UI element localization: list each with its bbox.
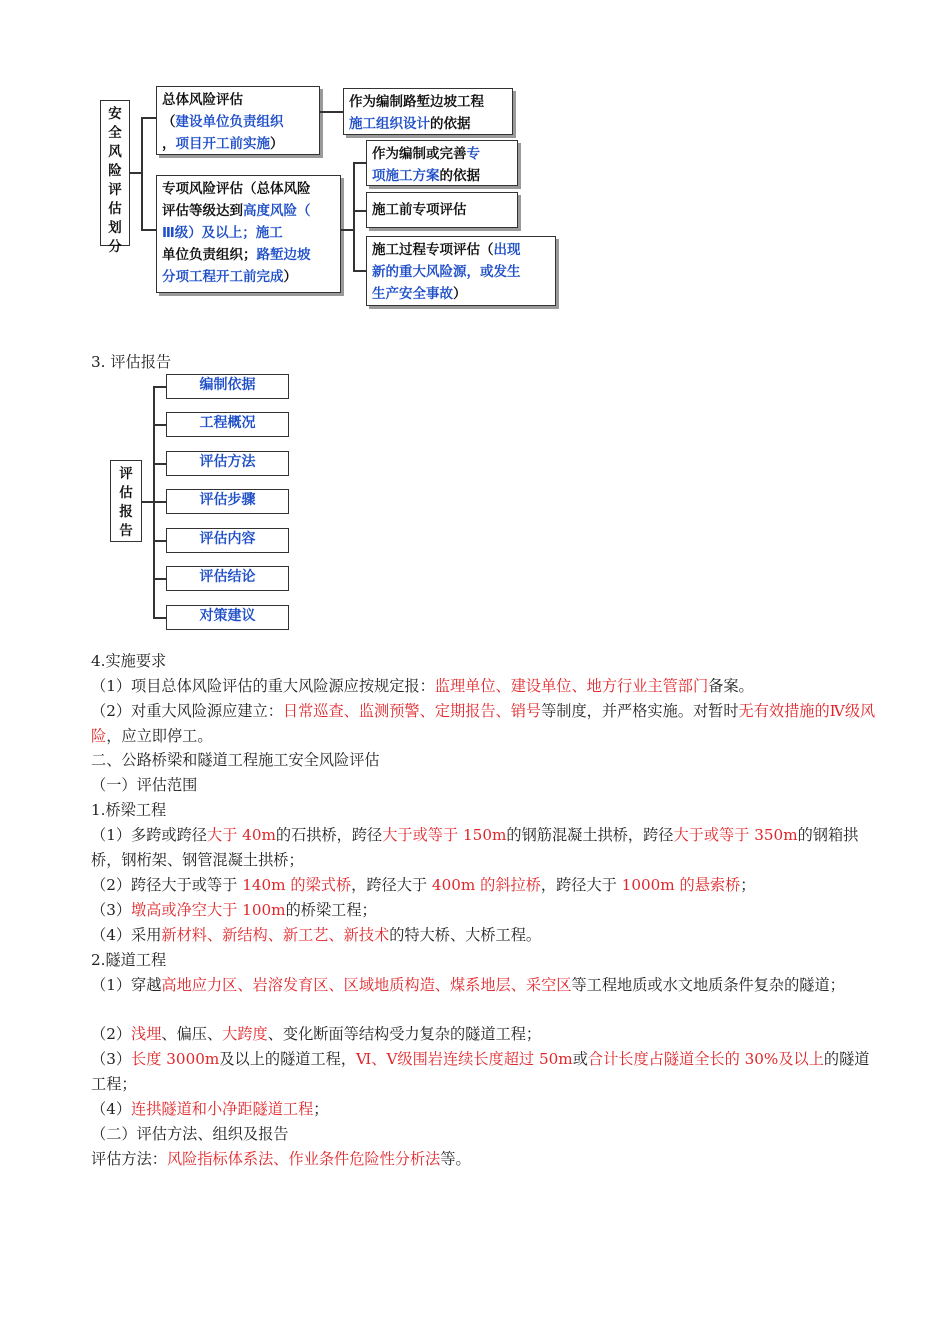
text-run: 的石拱桥，跨径 <box>275 826 383 844</box>
overall-risk-box <box>156 86 320 155</box>
text-run: 等制度，并严格实施。对暂时 <box>541 702 739 720</box>
text-run: 备案。 <box>708 677 754 695</box>
diagram2-root-box <box>110 460 142 542</box>
sub3-line3 <box>372 283 550 305</box>
tunnel-item-3 <box>91 1047 881 1097</box>
text-run: 的钢箱拱桥，钢桁架、钢管混凝土拱桥； <box>91 826 859 869</box>
report-item-suggestions: 对策建议 <box>166 605 289 630</box>
sub2-text: 施工前专项评估 <box>372 202 467 218</box>
text-run: ； <box>313 1100 329 1118</box>
special-text: ） <box>283 269 297 285</box>
sub3-line1 <box>372 239 550 261</box>
comma: ， <box>162 136 176 152</box>
report-item-conclusion: 评估结论 <box>166 566 289 591</box>
root-char: 险 <box>108 163 122 179</box>
text-run: （1）穿越 <box>91 976 162 994</box>
root-char: 全 <box>108 125 122 141</box>
report-item-basis: 编制依据 <box>166 374 289 399</box>
sub1-line1 <box>372 143 512 165</box>
bridge-item-4 <box>91 923 891 948</box>
connector <box>153 617 166 619</box>
highlight: Ⅵ、Ⅴ级围岩连续长度超过 50m <box>356 1050 573 1068</box>
section-4-heading: 4.实施要求 <box>91 652 167 670</box>
sub-text: 施工过程专项评估（ <box>372 242 494 258</box>
report-item-method: 评估方法 <box>166 451 289 476</box>
sub3-line2: 新的重大风险源，或发生 <box>372 264 521 280</box>
special-line4 <box>162 244 335 266</box>
text-run: ，应立即停工。 <box>106 726 213 745</box>
highlight: 浅埋 <box>131 1025 162 1043</box>
sub-text: 作为编制或完善 <box>372 146 467 162</box>
section-3-heading: 3. 评估报告 <box>91 353 172 371</box>
report-item-overview: 工程概况 <box>166 412 289 437</box>
text-run: （3） <box>91 901 132 919</box>
highlight: 400m 的斜拉桥 <box>431 876 541 894</box>
text-run: 的隧道工程； <box>91 1050 870 1093</box>
paren: ） <box>270 136 284 152</box>
special-blue: 高度风险（ <box>243 203 311 219</box>
text-run: （4）采用 <box>91 926 162 944</box>
bridge-item-2 <box>91 873 891 898</box>
connector <box>141 229 156 231</box>
special-text: 评估等级达到 <box>162 203 243 219</box>
text-run: 、偏压、 <box>161 1025 223 1043</box>
highlight: 风险指标体系法、作业条件危险性分析法 <box>166 1150 441 1168</box>
special-text: 单位负责组织； <box>162 247 257 263</box>
special-line2 <box>162 200 335 222</box>
special-line5 <box>162 266 335 288</box>
root-char: 安 <box>108 106 122 122</box>
text-run: 等。 <box>440 1150 471 1168</box>
special-blue: 路堑边坡 <box>256 247 311 263</box>
diagram1-root-box <box>100 100 130 255</box>
overall-line3 <box>162 133 314 155</box>
result-line1: 作为编制路堑边坡工程 <box>349 94 484 110</box>
overall-result-box <box>343 88 513 135</box>
root-char: 评 <box>119 466 133 482</box>
sub-text: ） <box>453 286 467 302</box>
report-item-content: 评估内容 <box>166 528 289 553</box>
connector <box>353 162 366 164</box>
result-blue: 施工组织设计 <box>349 116 430 132</box>
connector <box>141 117 156 119</box>
connector <box>153 386 166 388</box>
root-char: 估 <box>108 201 122 217</box>
text-run: 或 <box>572 1050 588 1068</box>
highlight: 140m 的梁式桥 <box>242 876 352 894</box>
highlight: 大于或等于 150m <box>382 826 507 844</box>
text-run: （3） <box>91 1050 132 1068</box>
root-char: 分 <box>108 239 122 255</box>
special-blue: 分项工程开工前完成 <box>162 269 284 285</box>
text-run: 的桥梁工程； <box>285 901 377 919</box>
special-sub-box-2 <box>366 192 518 228</box>
connector <box>153 463 166 465</box>
text-run: （2）对重大风险源应建立： <box>91 702 283 720</box>
text-run: 、变化断面等结构受力复杂的隧道工程； <box>267 1025 542 1043</box>
subsection-2-heading: （二）评估方法、组织及报告 <box>91 1125 289 1143</box>
highlight: 连拱隧道和小净距隧道工程 <box>131 1100 314 1118</box>
bridge-heading: 1.桥梁工程 <box>91 801 167 819</box>
overall-line2 <box>162 111 314 133</box>
root-char: 风 <box>108 144 122 160</box>
connector <box>353 270 366 272</box>
special-line1: 专项风险评估（总体风险 <box>162 181 311 197</box>
special-line3: Ⅲ级）及以上；施工 <box>162 225 283 241</box>
highlight: 大于或等于 350m <box>673 826 798 844</box>
highlight: 大跨度 <box>222 1025 268 1043</box>
highlight: 无有效措施的Ⅳ级风险 <box>91 702 876 745</box>
text-run: （2） <box>91 1025 132 1043</box>
highlight: 大于 40m <box>206 826 276 844</box>
root-char: 评 <box>108 182 122 198</box>
highlight: 新材料、新结构、新工艺、新技术 <box>161 926 390 944</box>
text-run: 的钢筋混凝土拱桥，跨径 <box>506 826 674 844</box>
root-char: 划 <box>108 220 122 236</box>
highlight: 高地应力区、岩溶发育区、区域地质构造、煤系地层、采空区 <box>161 976 572 994</box>
paren: （ <box>162 114 176 130</box>
connector <box>153 424 166 426</box>
text-run: （1）项目总体风险评估的重大风险源应按规定报： <box>91 677 435 695</box>
assessment-method <box>91 1147 891 1172</box>
overall-title: 总体风险评估 <box>162 92 243 108</box>
tunnel-item-1 <box>91 973 881 998</box>
highlight: 监理单位、建设单位、地方行业主管部门 <box>434 677 709 695</box>
special-sub-box-3 <box>366 236 556 306</box>
text-run: 的特大桥、大桥工程。 <box>389 926 542 944</box>
connector <box>320 111 343 113</box>
connector <box>153 578 166 580</box>
overall-org: 建设单位负责组织 <box>175 114 284 130</box>
subsection-1-heading: （一）评估范围 <box>91 776 198 794</box>
text-run: ，跨径大于 <box>351 876 432 894</box>
sub-text: 的依据 <box>439 168 480 184</box>
tunnel-item-2 <box>91 1022 891 1047</box>
connector <box>141 117 143 229</box>
connector <box>353 162 355 270</box>
special-risk-box <box>156 175 341 293</box>
text-run: （1）多跨或跨径 <box>91 826 207 844</box>
text-run: 及以上的隧道工程， <box>219 1050 356 1068</box>
requirement-1 <box>91 674 891 699</box>
requirement-2 <box>91 699 881 749</box>
highlight: 日常巡查、监测预警、定期报告、销号 <box>282 702 542 720</box>
text-run: （4） <box>91 1100 132 1118</box>
special-sub-box-1 <box>366 140 518 186</box>
text-run: 等工程地质或水文地质条件复杂的隧道； <box>571 976 845 994</box>
tunnel-heading: 2.隧道工程 <box>91 951 167 969</box>
highlight: 1000m 的悬索桥 <box>621 876 741 894</box>
text-run: ； <box>740 876 756 894</box>
report-item-steps: 评估步骤 <box>166 489 289 514</box>
root-char: 告 <box>119 523 133 539</box>
bridge-item-3 <box>91 898 891 923</box>
root-char: 报 <box>119 504 133 520</box>
highlight: 墩高或净空大于 100m <box>131 901 286 919</box>
connector <box>153 540 166 542</box>
highlight: 合计长度占隧道全长的 30%及以上 <box>587 1050 824 1068</box>
result-tail: 的依据 <box>430 116 471 132</box>
sub-blue: 项施工方案 <box>372 168 440 184</box>
highlight: 长度 3000m <box>131 1050 220 1068</box>
bridge-item-1 <box>91 823 886 873</box>
chapter-2-heading: 二、公路桥梁和隧道工程施工安全风险评估 <box>91 751 380 769</box>
sub-blue: 生产安全事故 <box>372 286 453 302</box>
connector <box>153 501 166 503</box>
tunnel-item-4 <box>91 1097 891 1122</box>
result-line2 <box>349 113 507 135</box>
text-run: ，跨径大于 <box>540 876 622 894</box>
sub-blue: 出现 <box>493 242 521 258</box>
connector <box>353 210 366 212</box>
sub-blue: 专 <box>466 146 480 162</box>
text-run: （2）跨径大于或等于 <box>91 876 243 894</box>
sub1-line2 <box>372 165 512 187</box>
root-char: 估 <box>119 485 133 501</box>
overall-timing: 项目开工前实施 <box>175 136 270 152</box>
text-run: 评估方法： <box>91 1150 167 1168</box>
